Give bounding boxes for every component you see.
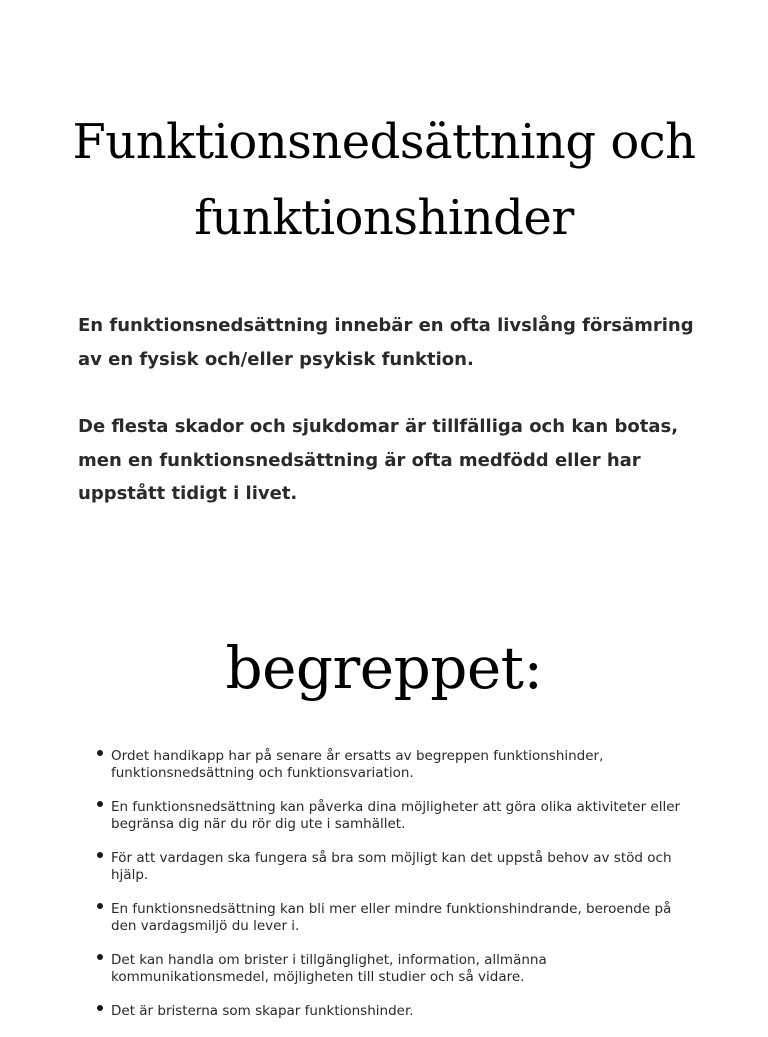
list-item: [96, 799, 696, 833]
list-item-text: En funktionsnedsättning kan bli mer eller mindre funktionshindrande, beroende på den vardagsmiljö du lever i.: [111, 901, 672, 934]
list-item: [96, 1003, 696, 1020]
list-item-text: Ordet handikapp har på senare år ersatts av begreppen funktionshinder, funktionsnedsättning och funktionsvariation.: [111, 748, 604, 781]
intro-paragraph: De flesta skador och sjukdomar är tillfälliga och kan botas, men en funktionsnedsättning är ofta medfödd eller har uppstått tidigt i livet.: [78, 416, 679, 504]
bullet-icon: [97, 1005, 103, 1011]
bullet-icon: [97, 852, 103, 858]
bullet-icon: [97, 801, 103, 807]
intro-paragraph: En funktionsnedsättning innebär en ofta livslång försämring av en fysisk och/eller psykisk funktion.: [78, 315, 694, 370]
section-heading: begreppet:: [225, 634, 543, 702]
list-item: [96, 850, 696, 884]
list-item-text: Det är bristerna som skapar funktionshinder.: [111, 1003, 414, 1019]
list-item: [96, 748, 696, 782]
page-title: Funktionsnedsättning och funktionshinder: [72, 114, 696, 246]
bullet-icon: [97, 750, 103, 756]
list-item: [96, 901, 696, 935]
bullet-icon: [97, 954, 103, 960]
bullet-icon: [97, 903, 103, 909]
list-item: [96, 952, 696, 986]
bullet-list: [96, 748, 696, 1037]
intro-section: [78, 309, 698, 545]
list-item-text: För att vardagen ska fungera så bra som möjligt kan det uppstå behov av stöd och hjälp.: [111, 850, 672, 883]
list-item-text: En funktionsnedsättning kan påverka dina möjligheter att göra olika aktiviteter eller begränsa dig när du rör dig ute i samhället.: [111, 799, 681, 832]
list-item-text: Det kan handla om brister i tillgänglighet, information, allmänna kommunikationsmedel, möjligheten till studier och så vidare.: [111, 952, 547, 985]
